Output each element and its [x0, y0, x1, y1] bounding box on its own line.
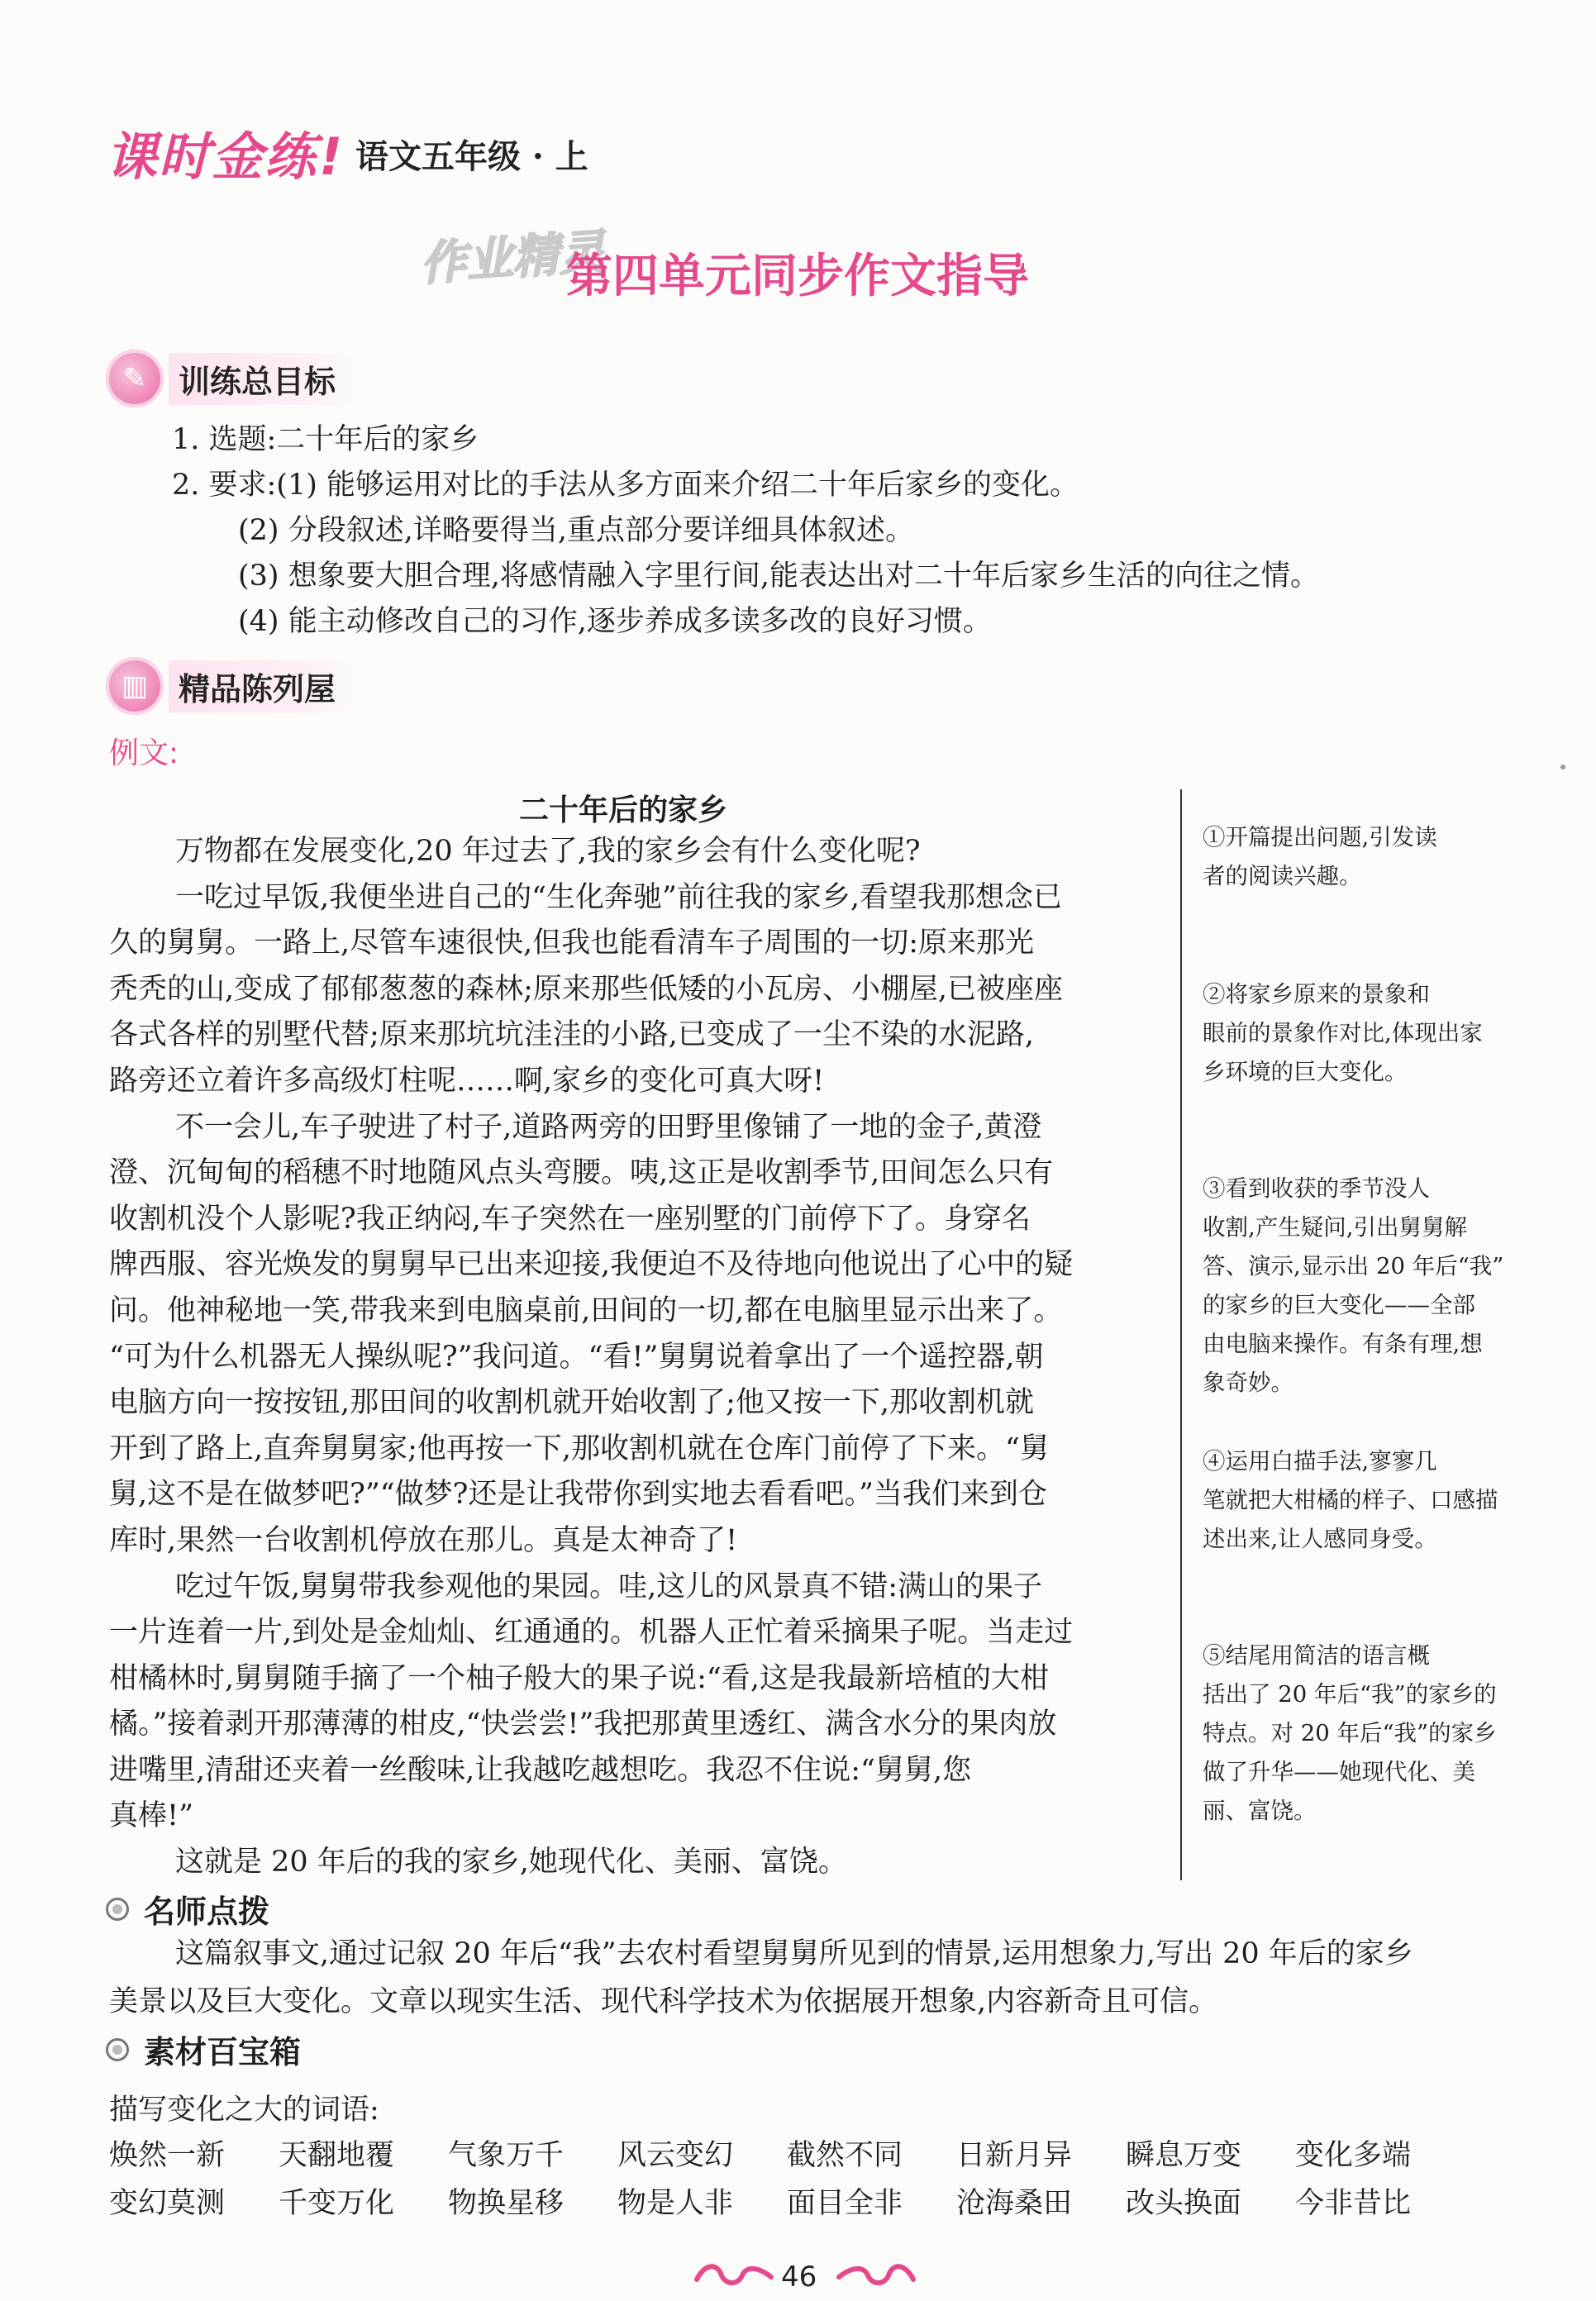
idiom-word: 物换星移	[448, 2187, 565, 2220]
goals-section-header	[106, 350, 357, 407]
text-line: 路旁还立着许多高级灯柱呢……啊,家乡的变化可真大呀!	[109, 1064, 825, 1098]
swirl-ornament-left-icon	[693, 2259, 775, 2292]
text-line: 问。他神秘地一笑,带我来到电脑桌前,田间的一切,都在电脑里显示出来了。	[109, 1293, 1063, 1327]
gallery-heading: 精品陈列屋	[169, 660, 357, 712]
gallery-section-header	[106, 657, 357, 715]
annotation-line: 笔就把大柑橘的样子、口感描	[1203, 1487, 1498, 1513]
magic-wand-icon: ✎	[106, 350, 164, 407]
margin-divider	[1180, 789, 1182, 1880]
annotation-line: 象奇妙。	[1203, 1370, 1293, 1396]
annotation-line: 者的阅读兴趣。	[1203, 863, 1362, 889]
idiom-word: 瞬息万变	[1126, 2139, 1242, 2172]
word-grid	[109, 2129, 1514, 2225]
text-line: 进嘴里,清甜还夹着一丝酸味,让我越吃越想吃。我忍不住说:“舅舅,您	[109, 1753, 972, 1787]
idiom-word: 风云变幻	[617, 2139, 734, 2172]
idiom-word: 焕然一新	[109, 2139, 226, 2172]
text-line: “可为什么机器无人操纵呢?”我问道。“看!”舅舅说着拿出了一个遥控器,朝	[109, 1340, 1044, 1374]
materials-intro: 描写变化之大的词语:	[109, 2094, 379, 2127]
text-line: 1. 选题:二十年后的家乡	[172, 423, 479, 456]
annotation-line: 特点。对 20 年后“我”的家乡	[1203, 1720, 1497, 1746]
annotation-line: 乡环境的巨大变化。	[1203, 1059, 1408, 1085]
text-line: 收割机没个人影呢?我正纳闷,车子突然在一座别墅的门前停下了。身穿名	[109, 1202, 1031, 1236]
idiom-word: 千变万化	[279, 2187, 395, 2220]
annotation-line: 做了升华——她现代化、美	[1203, 1759, 1475, 1785]
bullet-ring-icon	[106, 2038, 129, 2061]
text-line: 万物都在发展变化,20 年过去了,我的家乡会有什么变化呢?	[175, 835, 921, 868]
annotation-3	[1203, 1170, 1533, 1403]
text-line: 秃秃的山,变成了郁郁葱葱的森林;原来那些低矮的小瓦房、小棚屋,已被座座	[109, 972, 1064, 1006]
annotation-line: ①开篇提出问题,引发读	[1203, 824, 1437, 850]
annotation-2	[1203, 975, 1533, 1092]
unit-title: 第四单元同步作文指导	[566, 250, 1029, 303]
idiom-word: 日新月异	[956, 2139, 1073, 2172]
annotation-line: ④运用白描手法,寥寥几	[1203, 1448, 1437, 1474]
brand-name: 课时金练	[106, 126, 318, 187]
text-line: (4) 能主动修改自己的习作,逐步养成多读多改的良好习惯。	[238, 605, 992, 638]
annotation-line: 答、演示,显示出 20 年后“我”	[1203, 1253, 1504, 1279]
annotation-line: 眼前的景象作对比,体现出家	[1203, 1020, 1483, 1046]
text-line: (3) 想象要大胆合理,将感情融入字里行间,能表达出对二十年后家乡生活的向往之情。	[238, 560, 1319, 593]
annotation-line: 收割,产生疑问,引出舅舅解	[1203, 1214, 1467, 1241]
annotation-4	[1203, 1442, 1533, 1559]
tip-header	[106, 1886, 269, 1932]
idiom-word: 截然不同	[787, 2139, 903, 2172]
idiom-word: 改头换面	[1126, 2187, 1242, 2220]
subject-label: 语文五年级 · 上	[355, 137, 588, 176]
brand-mark: !	[319, 126, 345, 187]
idiom-word: 面目全非	[787, 2187, 903, 2220]
word-row	[109, 2129, 1514, 2177]
idiom-word: 气象万千	[448, 2139, 565, 2172]
book-icon: ▥	[106, 657, 164, 715]
page-number: 46	[781, 2261, 817, 2294]
essay-body	[109, 829, 1157, 1886]
example-label: 例文:	[109, 736, 179, 770]
watermark: 作业精灵	[418, 225, 607, 292]
text-line: 澄、沉甸甸的稻穗不时地随风点头弯腰。咦,这正是收割季节,田间怎么只有	[109, 1156, 1054, 1190]
text-line: 2. 要求:(1) 能够运用对比的手法从多方面来介绍二十年后家乡的变化。	[172, 469, 1079, 502]
text-line: 不一会儿,车子驶进了村子,道路两旁的田野里像铺了一地的金子,黄澄	[175, 1110, 1042, 1144]
text-line: 橘。”接着剥开那薄薄的柑皮,“快尝尝!”我把那黄里透红、满含水分的果肉放	[109, 1708, 1057, 1741]
idiom-word: 变幻莫测	[109, 2187, 226, 2220]
text-line: 舅,这不是在做梦吧?”“做梦?还是让我带你到实地去看看吧。”当我们来到仓	[109, 1478, 1047, 1512]
text-line: 美景以及巨大变化。文章以现实生活、现代科学技术为依据展开想象,内容新奇且可信。	[109, 1985, 1218, 2018]
annotation-line: 括出了 20 年后“我”的家乡的	[1203, 1681, 1497, 1708]
text-line: 电脑方向一按按钮,那田间的收割机就开始收割了;他又按一下,那收割机就	[109, 1386, 1035, 1420]
bullet-ring-icon	[106, 1898, 129, 1921]
annotation-line: ③看到收获的季节没人	[1203, 1175, 1430, 1202]
text-line: 牌西服、容光焕发的舅舅早已出来迎接,我便迫不及待地向他说出了心中的疑	[109, 1248, 1074, 1282]
annotation-5	[1203, 1636, 1533, 1831]
goals-list	[172, 417, 1319, 645]
text-line: 一吃过早饭,我便坐进自己的“生化奔驰”前往我的家乡,看望我那想念已	[175, 880, 1063, 914]
text-line: 真棒!”	[109, 1799, 193, 1833]
swirl-ornament-right-icon	[835, 2259, 917, 2292]
text-line: 吃过午饭,舅舅带我参观他的果园。哇,这儿的风景真不错:满山的果子	[175, 1570, 1043, 1603]
annotation-line: 述出来,让人感同身受。	[1203, 1526, 1437, 1552]
annotation-line: 由电脑来操作。有条有理,想	[1203, 1331, 1483, 1357]
text-line: 库时,果然一台收割机停放在那儿。真是太神奇了!	[109, 1523, 738, 1557]
text-line: (2) 分段叙述,详略要得当,重点部分要详细具体叙述。	[238, 514, 914, 547]
materials-header	[106, 2027, 301, 2072]
idiom-word: 沧海桑田	[956, 2187, 1073, 2220]
text-line: 柑橘林时,舅舅随手摘了一个柚子般大的果子说:“看,这是我最新培植的大柑	[109, 1661, 1049, 1695]
annotation-1	[1203, 818, 1533, 896]
text-line: 各式各样的别墅代替;原来那坑坑洼洼的小路,已变成了一尘不染的水泥路,	[109, 1018, 1035, 1052]
tip-heading: 名师点拨	[144, 1894, 270, 1930]
idiom-word: 天翻地覆	[279, 2139, 395, 2172]
materials-heading: 素材百宝箱	[144, 2034, 302, 2070]
annotation-line: 丽、富饶。	[1203, 1798, 1317, 1824]
essay-title: 二十年后的家乡	[519, 793, 728, 827]
annotation-line: 的家乡的巨大变化——全部	[1203, 1292, 1475, 1318]
idiom-word: 变化多端	[1295, 2139, 1412, 2172]
text-line: 开到了路上,直奔舅舅家;他再按一下,那收割机就在仓库门前停了下来。“舅	[109, 1432, 1049, 1465]
idiom-word: 今非昔比	[1295, 2187, 1412, 2220]
text-line: 这就是 20 年后的我的家乡,她现代化、美丽、富饶。	[175, 1846, 847, 1879]
text-line: 久的舅舅。一路上,尽管车速很快,但我也能看清车子周围的一切:原来那光	[109, 927, 1035, 960]
text-line: 这篇叙事文,通过记叙 20 年后“我”去农村看望舅舅所见到的情景,运用想象力,写出 20 年后的家乡	[175, 1937, 1413, 1970]
tip-body	[109, 1930, 1413, 2026]
annotation-line: ⑤结尾用简洁的语言概	[1203, 1642, 1430, 1669]
edge-mark	[1560, 765, 1565, 769]
idiom-word: 物是人非	[617, 2187, 734, 2220]
text-line: 一片连着一片,到处是金灿灿、红通通的。机器人正忙着采摘果子呢。当走过	[109, 1616, 1074, 1650]
word-row	[109, 2177, 1514, 2225]
annotation-line: ②将家乡原来的景象和	[1203, 981, 1430, 1008]
goals-heading: 训练总目标	[169, 353, 357, 405]
brand-logo	[106, 116, 344, 189]
